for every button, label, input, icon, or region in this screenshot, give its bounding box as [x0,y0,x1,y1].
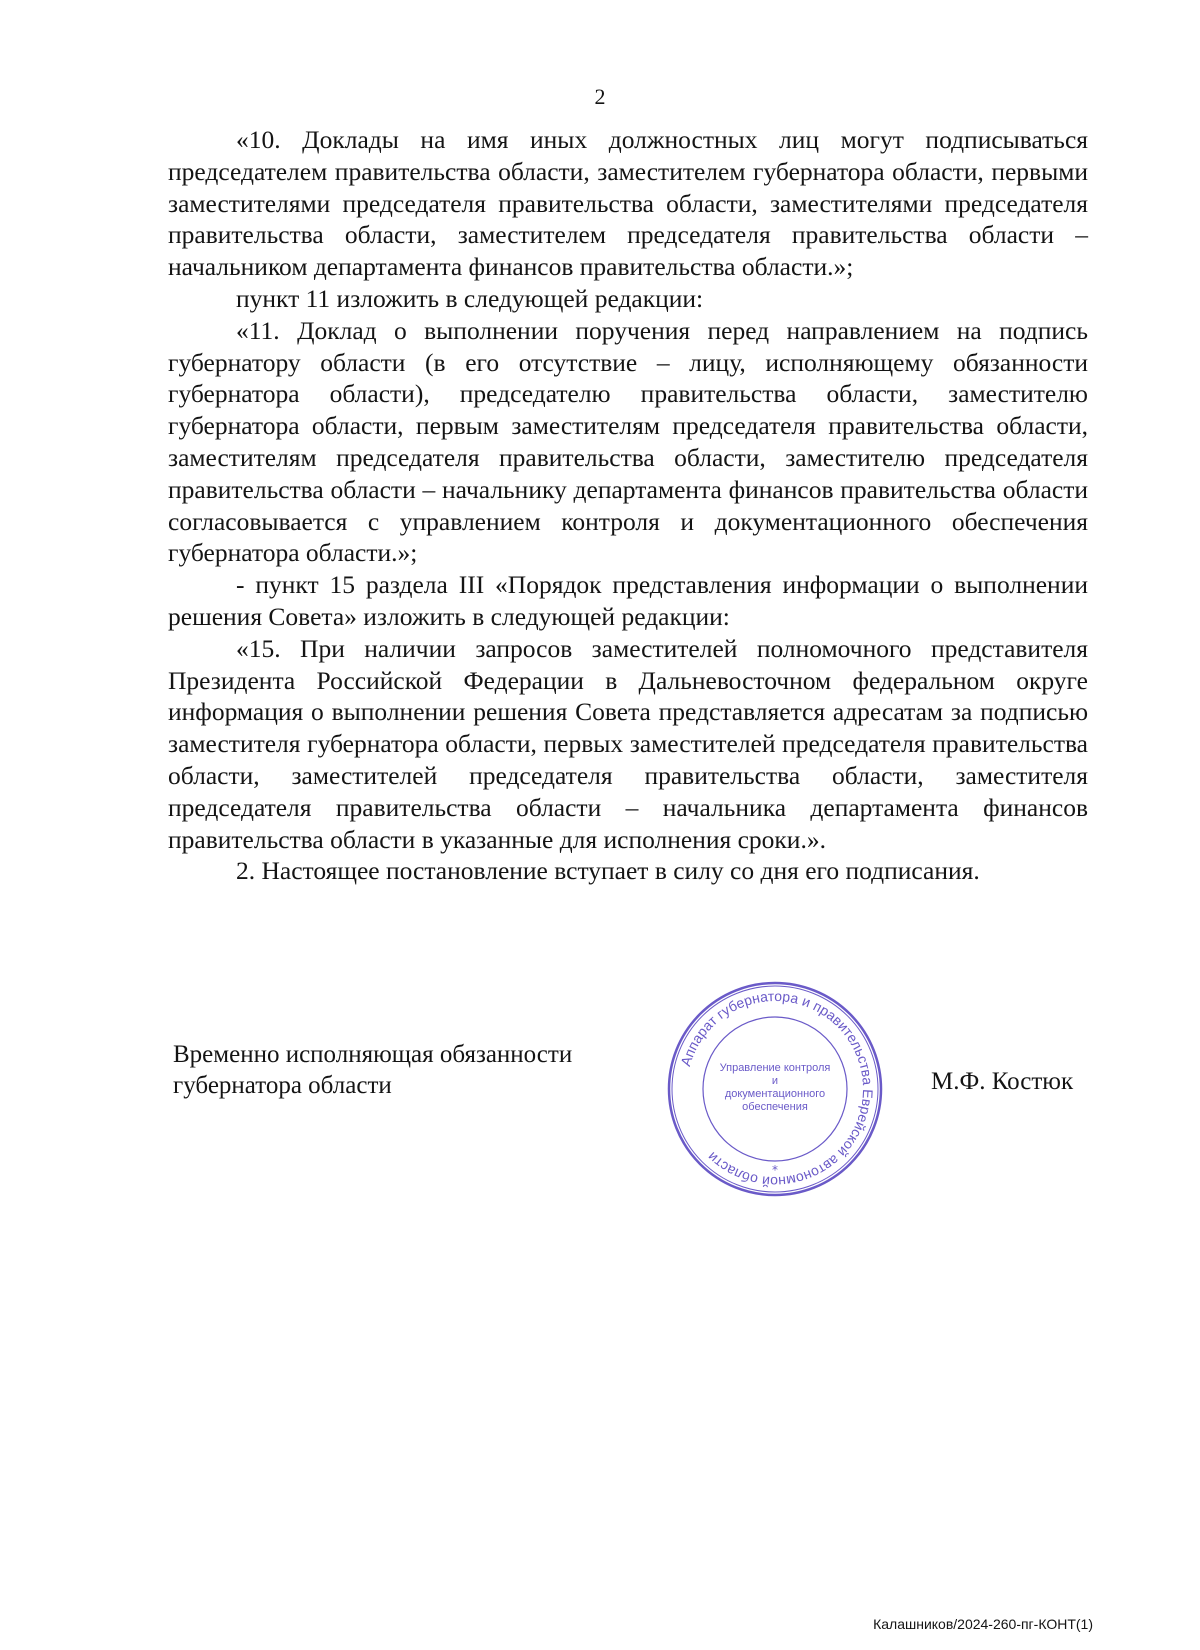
signatory-position-line1: Временно исполняющая обязанности [173,1041,573,1068]
stamp-center-text [716,1062,834,1114]
page-number: 2 [594,84,606,109]
signatory-position [173,1039,572,1101]
official-stamp [664,978,886,1200]
paragraph-item-11-intro: пункт 11 изложить в следующей редакции: [236,283,704,313]
document-reference: Калашников/2024-260-пг-КОНТ(1) [873,1616,1093,1632]
stamp-center-line3: обеспечения [742,1101,808,1113]
document-body [168,124,1088,887]
stamp-center-line1: Управление контроля и [719,1062,831,1087]
paragraph-item-10: «10. Доклады на имя иных должностных лиц могут подписываться председателем правительства области, заместителем губернатора области, первыми заместителями председателя правительства области, заместителями председателя правительства области, заместителем председателя правительства области – начальником департамента финансов правительства области.»; [168,125,1088,282]
paragraph-item-15-intro: - пункт 15 раздела III «Порядок представления информации о выполнении решения Совета» изложить в следующей редакции: [168,570,1088,631]
stamp-star-icon: * [772,1163,778,1177]
paragraph-item-11: «11. Доклад о выполнении поручения перед направлением на подпись губернатору области (в его отсутствие – лицу, исполняющему обязанности губернатора области), председателю правительства области, заместителю губернатора области, первым заместителям председателя правительства области, заместителям председателя правительства области, заместителю председателя правительства области – начальнику департамента финансов правительства области согласовывается с управлением контроля и документационного обеспечения губернатора области.»; [168,315,1088,568]
signatory-name: М.Ф. Костюк [931,1068,1074,1095]
stamp-center-line2: документационного [724,1088,826,1100]
paragraph-effective-date: 2. Настоящее постановление вступает в силу со дня его подписания. [236,856,980,886]
stamp-ring-text: Аппарат губернатора и правительства Еврейской автономной области [677,987,877,1191]
paragraph-item-15: «15. При наличии запросов заместителей полномочного представителя Президента Российской Федерации в Дальневосточном федеральном округе информация о выполнении решения Совета представляется адресатам за подписью заместителя губернатора области, первых заместителей председателя правительства области, заместителей председателя правительства области, заместителя председателя правительства области – начальника департамента финансов правительства области в указанные для исполнения сроки.». [168,633,1088,854]
signatory-position-line2: губернатора области [173,1072,392,1099]
